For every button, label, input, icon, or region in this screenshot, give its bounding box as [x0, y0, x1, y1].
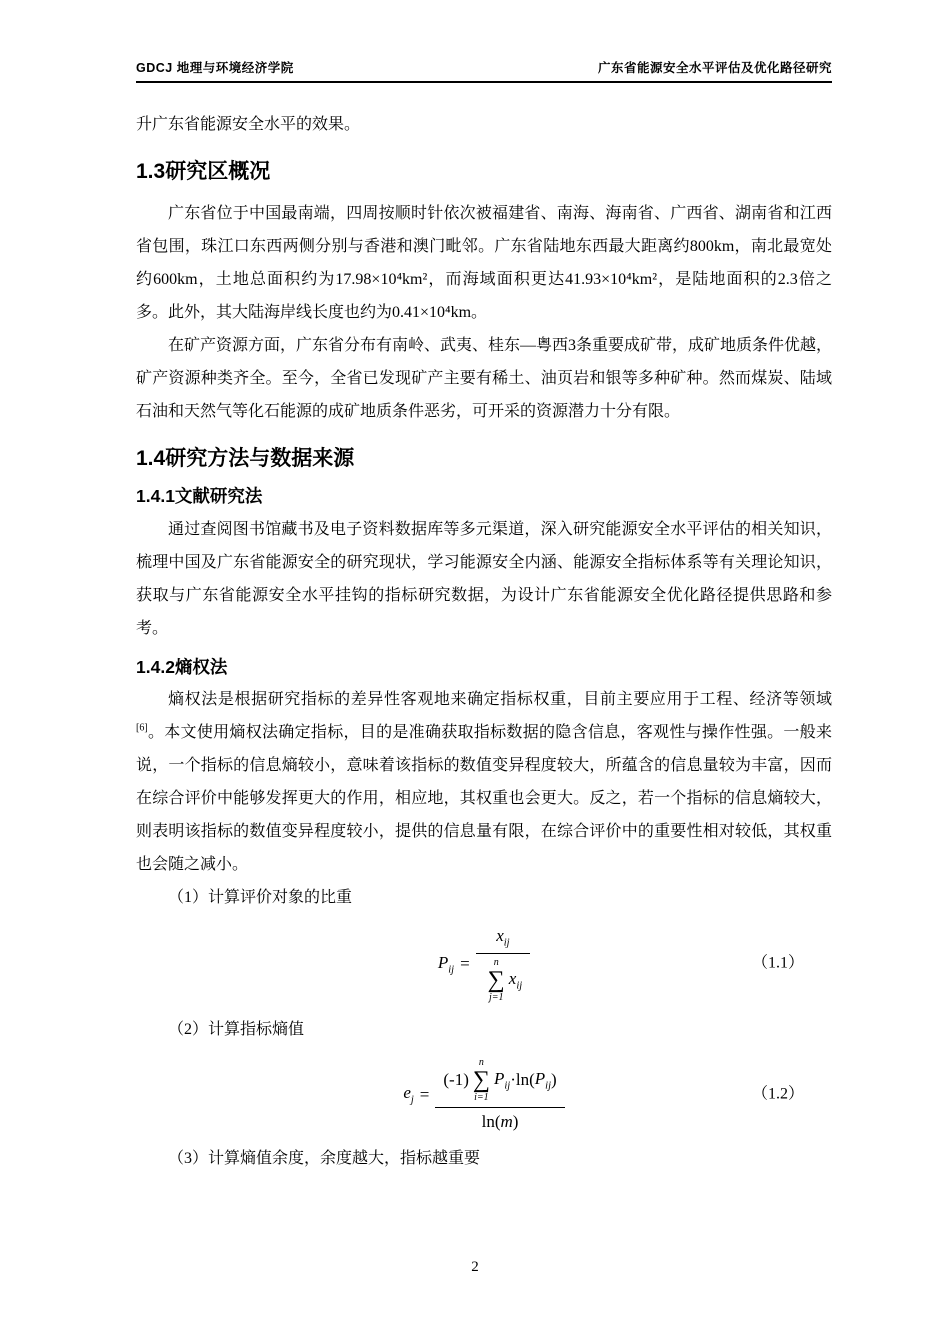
p-term-2 [535, 1068, 551, 1093]
sub-j: j [410, 1094, 414, 1106]
var-x: x [508, 968, 517, 988]
formula-1-2 [136, 1057, 832, 1133]
page-content [136, 109, 832, 1176]
formula-1-2-math [403, 1057, 564, 1133]
sigma-icon: ∑ [487, 967, 505, 994]
paragraph-entropy-method [136, 684, 832, 882]
sub-ij: ij [503, 937, 510, 949]
summation-lower-limit: i=1 [474, 1091, 489, 1103]
citation-ref-6: [6] [136, 723, 148, 734]
numerator-term [496, 925, 509, 950]
heading-1-3: 1.3研究区概况 [136, 159, 271, 183]
sub-ij: ij [504, 1080, 511, 1092]
sub-ij: ij [516, 980, 523, 992]
p-term [494, 1068, 510, 1093]
fraction [476, 925, 531, 1004]
fraction-denominator [476, 954, 531, 1004]
header-left-text: GDCJ 地理与环境经济学院 [136, 61, 294, 75]
den-ln-open: ln( [481, 1111, 501, 1131]
heading-1-4-2: 1.4.2熵权法 [136, 656, 228, 677]
lead-paragraph: 升广东省能源安全水平的效果。 [136, 116, 361, 133]
entropy-text-part2: 。本文使用熵权法确定指标，目的是准确获取指标数据的隐含信息，客观性与操作性强。一般来说，一个指标的信息熵较小，意味着该指标的数值变异程度较大，所蕴含的信息量较为丰富，因而在综合评价中能够发挥更大的作用，相应地，其权重也会更大。反之，若一个指标的信息熵较大，则表明该指标的数值变异程度较小，提供的信息量有限，在综合评价中的重要性相对较低，其权重也会随之减小。 [136, 724, 832, 874]
paragraph-literature-method: 通过查阅图书馆藏书及电子资料数据库等多元渠道，深入研究能源安全水平评估的相关知识，梳理中国及广东省能源安全的研究现状，学习能源安全内涵、能源安全指标体系等有关理论知识，获取与广东省能源安全水平挂钩的指标研究数据，为设计广东省能源安全优化路径提供思路和参考。 [136, 520, 832, 637]
sub-ij: ij [448, 964, 455, 976]
fraction-denominator [435, 1108, 564, 1133]
formula-1-1 [136, 925, 832, 1004]
lhs-term [403, 1082, 413, 1107]
den-ln-close: ) [512, 1111, 519, 1131]
lhs-term [438, 952, 454, 977]
step-1-label: （1）计算评价对象的比重 [168, 889, 353, 907]
ln-open: ·ln( [510, 1070, 535, 1090]
summation-lower-limit: j=1 [488, 991, 504, 1003]
heading-1-4-1: 1.4.1文献研究法 [136, 486, 263, 507]
page-header [136, 58, 832, 83]
var-P: P [493, 1068, 505, 1088]
header-right-text: 广东省能源安全水平评估及优化路径研究 [597, 61, 832, 75]
var-e: e [403, 1083, 411, 1103]
paragraph-mineral-resources: 在矿产资源方面，广东省分布有南岭、武夷、桂东—粤西3条重要成矿带，成矿地质条件优越，矿产资源种类齐全。至今，全省已发现矿产主要有稀土、油页岩和银等多种矿种。然而煤炭、陆域石油和天然气等化石能源的成矿地质条件恶劣，可开采的资源潜力十分有限。 [136, 337, 833, 421]
equation-label-1-2: （1.2） [751, 1085, 804, 1103]
equals-sign: = [419, 1084, 430, 1104]
paragraph-region-overview: 广东省位于中国最南端，四周按顺时针依次被福建省、南海、海南省、广西省、湖南省和江西省包围，珠江口东西两侧分别与香港和澳门毗邻。广东省陆地东西最大距离约800km，南北最宽处约600km，土地总面积约为17.98×10⁴km²，而海域面积更达41.93×10⁴km²，是陆地面积的2.3倍之多。此外，其大陆海岸线长度也约为0.41×10⁴km。 [136, 205, 832, 322]
heading-1-4: 1.4研究方法与数据来源 [136, 446, 355, 470]
summation [473, 1057, 490, 1104]
fraction-numerator [476, 925, 531, 954]
fraction [435, 1057, 564, 1133]
fraction-numerator [435, 1057, 564, 1108]
summation-upper-limit: n [478, 1056, 484, 1068]
sub-ij: ij [545, 1080, 551, 1092]
summation [488, 957, 505, 1004]
ln-close: ) [551, 1070, 557, 1090]
equals-sign: = [460, 954, 470, 974]
step-3-label: （3）计算熵值余度，余度越大，指标越重要 [168, 1149, 481, 1167]
var-x: x [496, 926, 504, 946]
var-m: m [500, 1111, 513, 1131]
var-P: P [437, 952, 449, 972]
summation-upper-limit: n [493, 957, 499, 969]
step-2-label: （2）计算指标熵值 [168, 1020, 305, 1038]
page-margins [136, 58, 832, 1176]
coefficient-term: (-1) [443, 1070, 469, 1090]
page-number: 2 [471, 1259, 479, 1275]
sigma-icon: ∑ [472, 1066, 490, 1093]
denominator-term [509, 968, 522, 993]
equation-label-1-1: （1.1） [751, 954, 804, 972]
entropy-text-part1: 熵权法是根据研究指标的差异性客观地来确定指标权重，目前主要应用于工程、经济等领域 [168, 691, 832, 709]
formula-1-1-math [438, 925, 530, 1004]
var-P: P [534, 1068, 546, 1088]
